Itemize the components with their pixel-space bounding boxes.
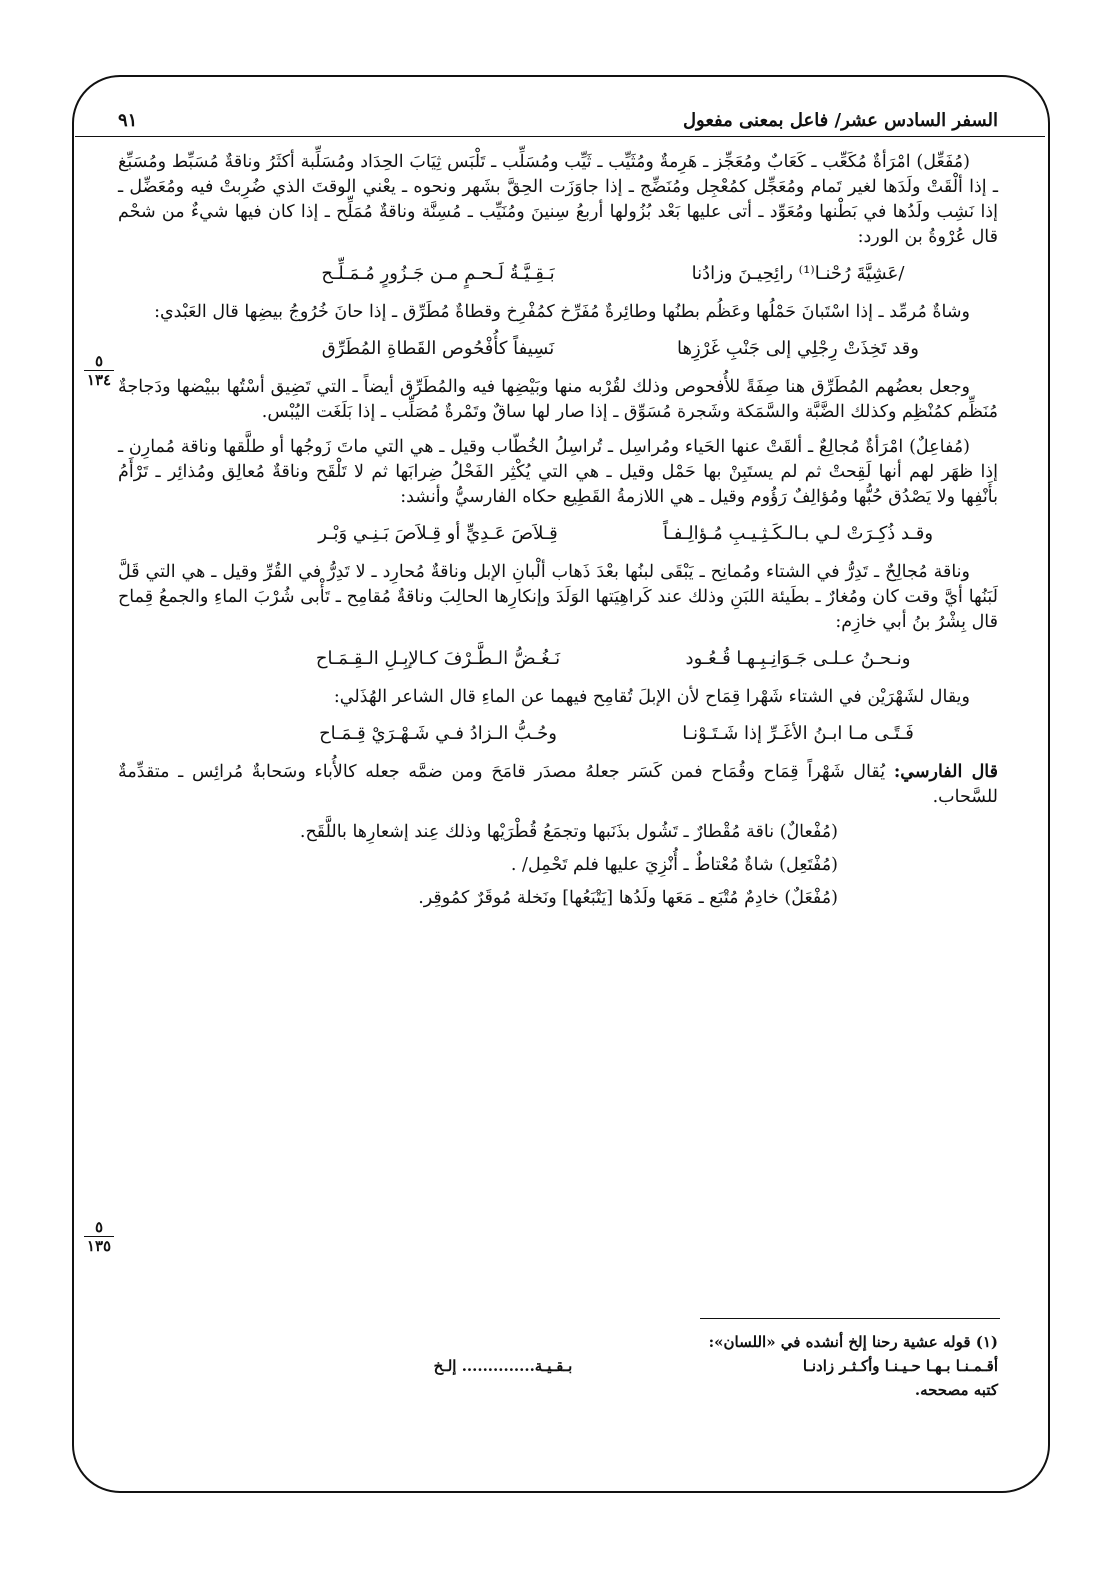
- paragraph: وشاةٌ مُرمِّد ـ إذا اسْتَبانَ حَمْلُها وعَظُم بطنُها وطائِرةٌ مُفَرِّخ كمُفْرِخ وقطاةٌ مُطَرِّق ـ إذا حانَ خُرُوجُ بيضِها قال العَبْدي:: [154, 302, 970, 322]
- paragraph-text: يُقال شَهْراً قِمَاح وقُمَاح فمن كَسَر جعلهُ مصدَر قامَحَ ومن ضمَّه جعله كالأُباء وسَحابةٌ مُرائِس ـ متقدِّمةٌ للسَّحاب.: [118, 762, 998, 807]
- footnote-hemistich: أقـمـنـا بـهـا حـيـنـا وأكـثـر زادنـا: [802, 1357, 998, 1375]
- verse-hemistich: فَـتًـى مـا ابـنُ الأغَـرِّ إذا شَـتَـوْنـا: [682, 723, 914, 744]
- verse-hemistich: نَـغُـضُّ الـطَّـرْفَ كـالإبِـلِ الـقِـمَـاح: [315, 648, 561, 669]
- page-header: [118, 95, 998, 131]
- footnote-line: (١) قوله عشية رحنا إلخ أنشده في «اللسان»:: [708, 1333, 998, 1351]
- header-rule: [75, 136, 1045, 137]
- verse: [118, 720, 998, 748]
- paragraph: ويقال لشَهْرَيْن في الشتاء شَهْرا قِمَاح لأن الإبلَ تُقامِح فيهما عن الماءِ قال الشاعر الهُذَلي:: [333, 687, 970, 707]
- footnote-line: كتبه مصححه.: [914, 1381, 998, 1399]
- paragraph: وناقة مُجالِحٌ ـ تَدِرُّ في الشتاء ومُمانِح ـ يَبْقَى لبنُها بعْدَ ذَهاب ألْبانِ الإبل وناقةٌ مُحارِد ـ لا تَدِرُّ في القُرِّ وقيل ـ هي التي قَلَّ لَبَنُها أيَّ وقت كان ومُغارٌ ـ بطَيئة اللبَنِ وذلك عند كَراهِيَتها الوَلَدَ وإنكارِها الحالِبَ وناقةٌ مُقامِح ـ تَأْبى شُرْبَ الماءِ والجمعُ قِماح قال بِشْرُ بنُ أبي خازِم:: [118, 562, 998, 632]
- paragraph: وجعل بعضُهم المُطَرِّق هنا صِفَةً للأُفحوص وذلك لقُرْبه منها وبَيْضِها فيه والمُطَرِّق أيضاً ـ التي تَضِيق أسْتُها ببيْضها ودَجاجةٌ مُنَظِّم كمُنْظِم وكذلك الضَّبَّة والسَّمَكة وشَجرة مُسَوِّق ـ إذا صار لها ساقٌ وتَمْرةٌ مُصَلِّب ـ إذا بَلَغَت اليُبْس.: [118, 377, 998, 422]
- main-text: [118, 150, 998, 919]
- running-title: السفر السادس عشر/ فاعل بمعنى مفعول: [682, 110, 998, 131]
- paragraph: [118, 760, 998, 810]
- verse-hemistich: وقـد ذُكِـرَتْ لـي بـالـكَـثِـيـبِ مُـؤالِـفـاً: [662, 523, 934, 544]
- verse-hemistich: وقد تَخِذَتْ رِجْلِي إلى جَنْبِ غَرْزِها: [677, 338, 919, 359]
- verse: [118, 260, 998, 288]
- entry: (مُفْعَلٌ) خادِمٌ مُتْبَع ـ مَعَها ولَدُها [يَتْبَعُها] ونَخلة مُوقَرٌ كمُوقِر.: [418, 888, 838, 908]
- verse-hemistich: /عَشِيَّةَ رُحْنـا⁽¹⁾ رائِحِيـنَ وزادُنا: [691, 263, 905, 284]
- margin-marker: ٥ ١٣٥: [84, 1220, 114, 1254]
- footnote: [118, 1330, 998, 1402]
- verse-hemistich: بَـقِـيَّـةُ لَـحـمٍ مـن جَـزُورٍ مُـمَـلِّـح: [321, 263, 555, 284]
- verse-hemistich: وحُـبُّ الـزادُ فـي شَـهْـرَيْ قِـمَـاح: [319, 723, 557, 744]
- entry-list: [118, 820, 998, 911]
- verse: [118, 335, 998, 363]
- verse: [118, 645, 998, 673]
- entry: (مُفْتَعِل) شاةٌ مُعْتاطٌ ـ أُنْزِيَ عليها فلم تَحْمِل/ .: [510, 855, 838, 875]
- footnote-hemistich: بـقـيـة.............. إلـخ: [433, 1357, 573, 1375]
- verse-hemistich: نَسِيفاً كأُفْحُوص القَطاةِ المُطَرِّق: [321, 338, 555, 359]
- paragraph: (مُفَعِّل) امْرَأةٌ مُكَعِّب ـ كَعَابٌ ومُعَجِّز ـ هَرِمةٌ ومُثَيِّب ـ ثَيِّب ومُسَلِّب ـ تَلْبَس ثِيَابَ الحِدَاد ومُسَلِّبة أكثَرُ وناقةٌ مُسَبِّط ومُسَبِّغ ـ إذا ألْقَتْ ولَدَها لغير تَمام ومُعَجِّل كمُعْجِل ومُنَضِّج ـ إذا جاوَزَت الحِقَّ بشَهر ونحوه ـ يعْني الوقتَ الذي ضُرِبتْ فيه ومُعَضِّل ـ إذا نَشِب ولَدُها في بَطْنها ومُعَوِّد ـ أتى عليها بَعْد بُزُولها أربعُ سِنينَ ومُنَيِّب ـ مُسِنَّة وناقةٌ مُمَلِّح ـ إذا كان فيها شيءٌ من شحْم قال عُرْوةُ بن الورد:: [118, 152, 998, 247]
- verse: [118, 520, 998, 548]
- margin-marker: ٥ ١٣٤: [84, 354, 114, 388]
- verse-hemistich: ونـحـنُ عـلـى جَـوَانِـبِـهـا قُـعُـود: [685, 648, 911, 669]
- verse-hemistich: قِـلاَصَ عَـدِيٍّ أو قِـلاَصَ بَـنِـي وَبْـر: [318, 523, 558, 544]
- paragraph: (مُفاعِلٌ) امْرَأةٌ مُجالِعٌ ـ ألقَتْ عنها الحَياء ومُراسِل ـ تُراسِلُ الخُطّاب وقيل ـ هي التي ماتَ زَوجُها أو طلَّقها وناقة مُمارِن ـ إذا ظهَر لهم أنها لَقِحتْ ثم لم يستَبِنْ بها حَمْل وقيل ـ هي التي يُكْثِر الفَحْلُ ضِرابَها ثم لا تَلْقَح وناقةٌ مُعالِق ومُذائِر ـ تَرْأَمُ بأَنْفِها ولا يَصْدُق حُبُّها ومُؤالِفٌ رَؤُوم وقيل ـ هي اللازمةُ القَطِيع حكاه الفارسيُّ وأنشد:: [118, 437, 998, 507]
- entry: (مُفْعالٌ) ناقة مُقْطارٌ ـ تَشُول بذَنَبها وتجمَعُ قُطْرَيْها وذلك عِند إشعارِها باللَّقَح.: [299, 822, 838, 842]
- footnote-rule: [700, 1318, 1000, 1319]
- paragraph-lead: قال الفارسي:: [893, 762, 999, 782]
- page-number: ٩١: [118, 110, 138, 131]
- footnote-verse: [118, 1354, 998, 1378]
